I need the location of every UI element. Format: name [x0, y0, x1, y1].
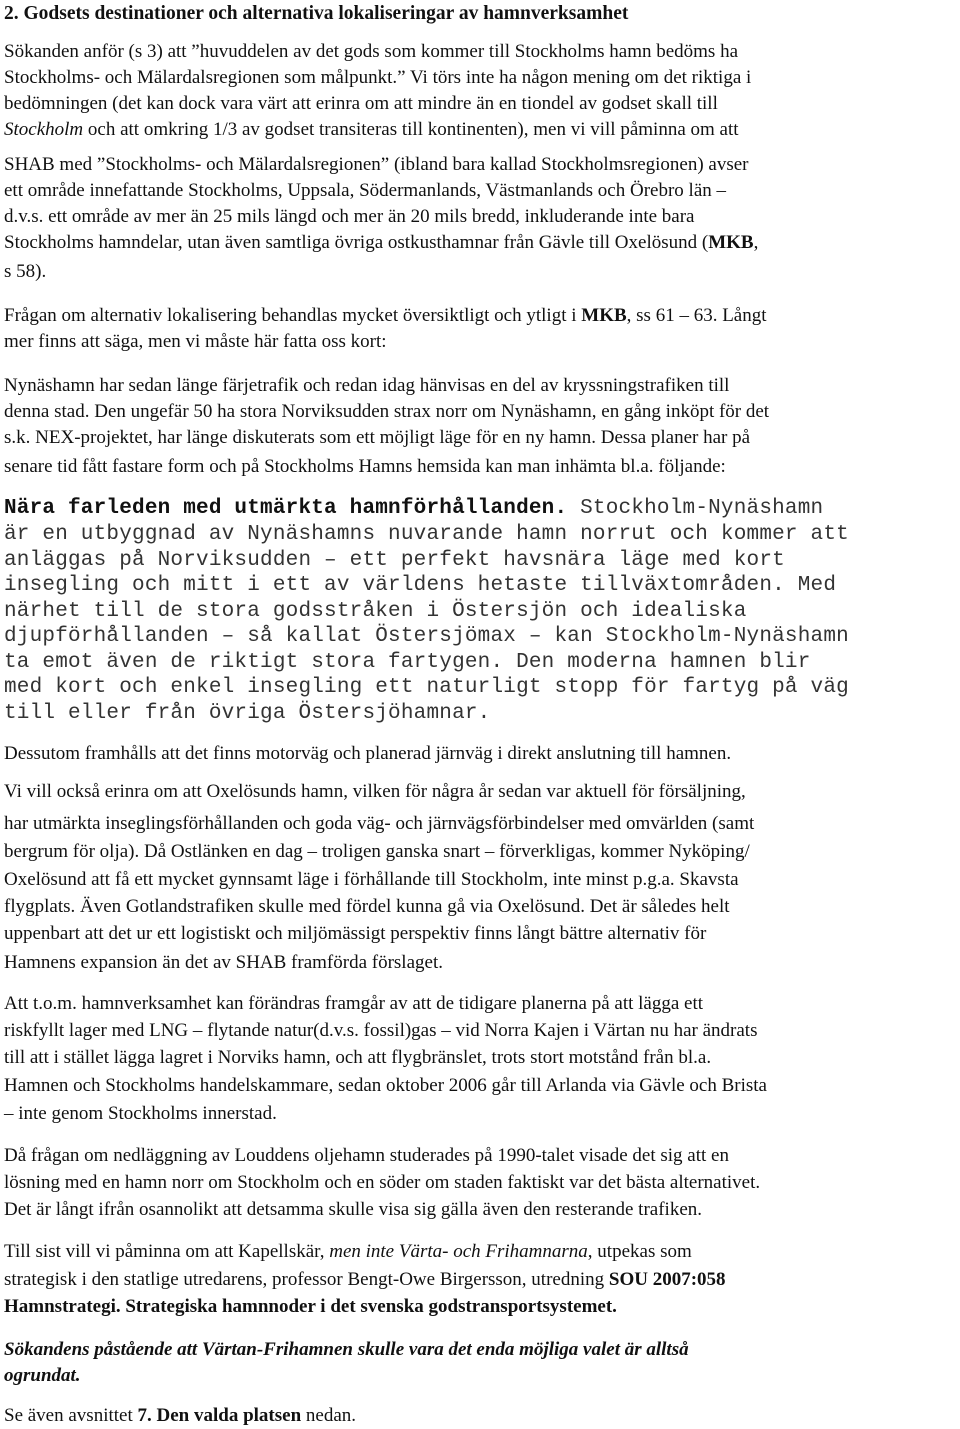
paragraph-line: Vi vill också erinra om att Oxelösunds hamn, vilken för några år sedan var aktuell för försäljning,: [4, 781, 746, 802]
paragraph-line: bedömningen (det kan dock vara värt att erinra om att mindre än en tiondel av godset skall till: [4, 93, 718, 114]
quote-line: är en utbyggnad av Nynäshamns nuvarande hamn norrut och kommer att: [4, 523, 849, 546]
text-span: , utpekas som: [587, 1241, 692, 1262]
paragraph-line: riskfyllt lager med LNG – flytande natur(d.v.s. fossil)gas – vid Norra Kajen i Värtan nu har ändrats: [4, 1020, 758, 1041]
paragraph-line: [4, 1238, 692, 1265]
paragraph-line: uppenbart att det ur ett logistiskt och miljömässigt perspektiv finns långt bättre alternativ för: [4, 923, 707, 944]
bold-text: MKB: [708, 232, 754, 253]
paragraph-line: Stockholms- och Mälardalsregionen som målpunkt.” Vi törs inte ha någon mening om det riktiga i: [4, 67, 752, 88]
conclusion-line: Sökandens påstående att Värtan-Frihamnen skulle vara det enda möjliga valet är alltså: [4, 1339, 689, 1360]
paragraph-line: bergrum för olja). Då Ostlänken en dag – troligen ganska snart – förverkligas, kommer Nyköping/: [4, 841, 750, 862]
paragraph-line: Hamnen och Stockholms handelskammare, sedan oktober 2006 går till Arlanda via Gävle och Brista: [4, 1075, 767, 1096]
paragraph-line: Oxelösund att få ett mycket gynnsamt läge i förhållande till Stockholm, inte minst p.g.a. Skavsta: [4, 869, 739, 890]
paragraph-line: s 58).: [4, 261, 47, 282]
quote-bold-lead: Nära farleden med utmärkta hamnförhållanden.: [4, 497, 568, 520]
paragraph-line: Det är långt ifrån osannolikt att detsamma skulle visa sig gälla även den resterande trafiken.: [4, 1199, 703, 1220]
paragraph-line: [4, 229, 758, 256]
text-span: strategisk i den statlige utredarens, professor Bengt-Owe Birgersson, utredning: [4, 1269, 609, 1290]
paragraph-line: Då frågan om nedläggning av Louddens oljehamn studerades på 1990-talet visade det sig att en: [4, 1145, 729, 1166]
paragraph-line: till att i stället lägga lagret i Norviks hamn, och att flygbränslet, trots stort motstånd från bl.a.: [4, 1047, 712, 1068]
paragraph-line: Nynäshamn har sedan länge färjetrafik och redan idag hänvisas en del av kryssningstrafiken till: [4, 375, 730, 396]
text-span: Till sist vill vi påminna om att Kapellskär,: [4, 1241, 330, 1262]
paragraph-line: SHAB med ”Stockholms- och Mälardalsregionen” (ibland bara kallad Stockholmsregionen) avser: [4, 154, 749, 175]
italic-text: men inte Värta- och Frihamnarna: [329, 1241, 588, 1262]
section-reference: 7. Den valda platsen: [137, 1405, 302, 1426]
quote-line: djupförhållanden – så kallat Östersjömax – kan Stockholm-Nynäshamn: [4, 625, 849, 648]
quote-line: närhet till de stora godsstråken i Östersjön och idealiska: [4, 600, 747, 623]
quote-line: till eller från övriga Östersjöhamnar.: [4, 702, 491, 725]
quote-line: anläggas på Norviksudden – ett perfekt havsnära läge med kort: [4, 549, 785, 572]
text-span: nedan.: [301, 1405, 357, 1426]
paragraph-line: har utmärkta inseglingsförhållanden och goda väg- och järnvägsförbindelser med omvärlden (samt: [4, 813, 755, 834]
paragraph-line: [4, 116, 739, 143]
paragraph-line: Hamnens expansion än det av SHAB framförda förslaget.: [4, 952, 443, 973]
paragraph-line: Dessutom framhålls att det finns motorväg och planerad järnväg i direkt anslutning till hamnen.: [4, 743, 732, 764]
bold-text: SOU 2007:058: [608, 1269, 726, 1290]
paragraph-line: flygplats. Även Gotlandstrafiken skulle med fördel kunna gå via Oxelösund. Det är således helt: [4, 896, 730, 917]
paragraph-line: s.k. NEX-projektet, har länge diskuterats som ett möjligt läge för en ny hamn. Dessa planer har på: [4, 427, 751, 448]
paragraph-line: d.v.s. ett område av mer än 25 mils längd och mer än 20 mils bredd, inkluderande inte bara: [4, 206, 695, 227]
quote-line: ta emot även de riktigt stora fartygen. Den moderna hamnen blir: [4, 651, 811, 674]
text-span: Stockholms hamndelar, utan även samtliga övriga ostkusthamnar från Gävle till Oxelösund (: [4, 232, 709, 253]
section-heading: 2. Godsets destinationer och alternativa lokaliseringar av hamnverksamhet: [4, 3, 629, 24]
paragraph-line: lösning med en hamn norr om Stockholm och en söder om staden faktiskt var det bästa alternativet.: [4, 1172, 761, 1193]
quote-line: insegling och mitt i ett av världens hetaste tillväxtområden. Med: [4, 574, 837, 597]
italic-text: Stockholm: [4, 119, 84, 140]
bold-text: MKB: [581, 305, 627, 326]
paragraph-line: Sökanden anför (s 3) att ”huvuddelen av det gods som kommer till Stockholms hamn bedöms ha: [4, 41, 739, 62]
paragraph-line: – inte genom Stockholms innerstad.: [4, 1103, 277, 1124]
conclusion-line: ogrundat.: [4, 1365, 81, 1386]
paragraph-line: denna stad. Den ungefär 50 ha stora Norviksudden strax norr om Nynäshamn, en gång inköpt för det: [4, 401, 770, 422]
paragraph-line: ett område innefattande Stockholms, Uppsala, Södermanlands, Västmanlands och Örebro län –: [4, 180, 726, 201]
quote-line: med kort och enkel insegling ett naturligt stopp för fartyg på väg: [4, 676, 849, 699]
quote-line: [4, 495, 823, 522]
paragraph-line: Att t.o.m. hamnverksamhet kan förändras framgår av att de tidigare planerna på att lägga ett: [4, 993, 704, 1014]
text-span: Stockholm-Nynäshamn: [567, 497, 824, 520]
paragraph-line: senare tid fått fastare form och på Stockholms Hamns hemsida kan man inhämta bl.a. följande:: [4, 456, 726, 477]
text-span: Se även avsnittet: [4, 1405, 138, 1426]
paragraph-line: mer finns att säga, men vi måste här fatta oss kort:: [4, 331, 387, 352]
text-span: , ss 61 – 63. Långt: [626, 305, 767, 326]
text-span: och att omkring 1/3 av godset transiteras till kontinenten), men vi vill påminna om att: [83, 119, 739, 140]
text-span: Frågan om alternativ lokalisering behandlas mycket översiktligt och ytligt i: [4, 305, 582, 326]
paragraph-line: [4, 302, 767, 329]
text-span: ,: [753, 232, 759, 253]
paragraph-line: [4, 1402, 356, 1429]
paragraph-line: [4, 1266, 726, 1293]
paragraph-line: Hamnstrategi. Strategiska hamnnoder i det svenska godstransportsystemet.: [4, 1296, 617, 1317]
